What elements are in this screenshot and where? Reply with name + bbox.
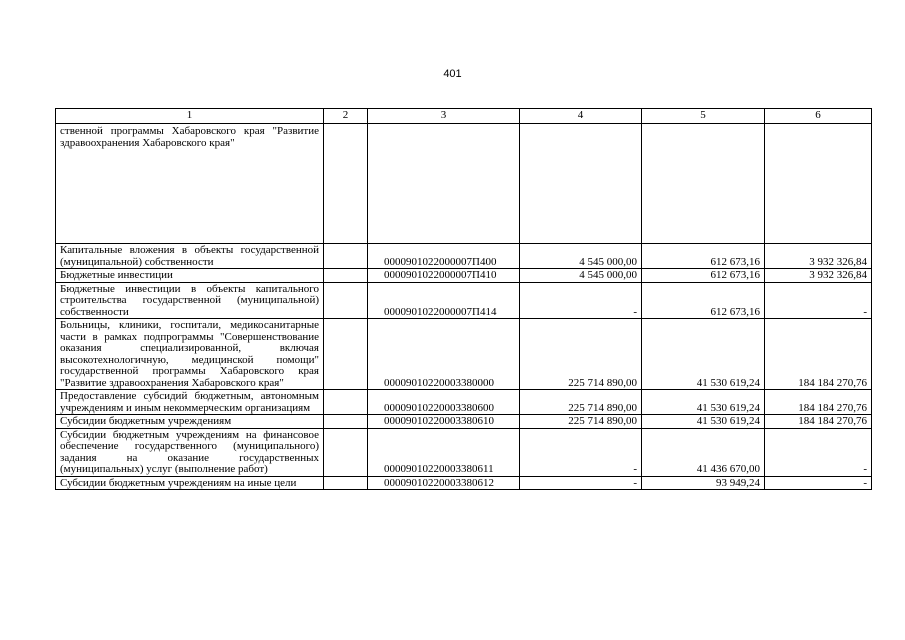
row-unexecuted: 184 184 270,76 <box>765 415 872 429</box>
header-cell-1: 1 <box>56 109 324 124</box>
row-executed: 612 673,16 <box>642 269 765 283</box>
row-unexecuted: - <box>765 428 872 476</box>
row-col2 <box>324 319 368 390</box>
row-approved: - <box>520 282 642 319</box>
row-code: 0000901022000007П410 <box>368 269 520 283</box>
budget-table <box>55 108 872 490</box>
row-executed: 612 673,16 <box>642 282 765 319</box>
row-executed: 41 530 619,24 <box>642 415 765 429</box>
row-approved: 225 714 890,00 <box>520 390 642 415</box>
row-code: 00009010220003380611 <box>368 428 520 476</box>
row-executed <box>642 124 765 244</box>
row-unexecuted: - <box>765 282 872 319</box>
row-approved: - <box>520 476 642 490</box>
row-unexecuted: 3 932 326,84 <box>765 244 872 269</box>
row-col2 <box>324 244 368 269</box>
table-row <box>56 269 872 283</box>
table-row <box>56 124 872 244</box>
table-row <box>56 319 872 390</box>
header-cell-4: 4 <box>520 109 642 124</box>
row-code: 00009010220003380000 <box>368 319 520 390</box>
table-row <box>56 476 872 490</box>
row-approved: 4 545 000,00 <box>520 244 642 269</box>
table-row <box>56 428 872 476</box>
row-name: Субсидии бюджетным учреждениям на финансовое обеспечение государственного (муниципального) задания на оказание государственных (муниципальных) услуг (выполнение работ) <box>56 428 324 476</box>
row-name: Бюджетные инвестиции в объекты капитального строительства государственной (муниципальной) собственности <box>56 282 324 319</box>
row-code: 00009010220003380612 <box>368 476 520 490</box>
row-col2 <box>324 124 368 244</box>
row-col2 <box>324 282 368 319</box>
row-executed: 41 530 619,24 <box>642 319 765 390</box>
row-code: 00009010220003380600 <box>368 390 520 415</box>
row-name: Предоставление субсидий бюджетным, автономным учреждениям и иным некоммерческим организациям <box>56 390 324 415</box>
row-approved <box>520 124 642 244</box>
row-unexecuted: 184 184 270,76 <box>765 390 872 415</box>
row-approved: 225 714 890,00 <box>520 319 642 390</box>
table-row <box>56 390 872 415</box>
row-col2 <box>324 390 368 415</box>
row-name: Субсидии бюджетным учреждениям на иные цели <box>56 476 324 490</box>
row-executed: 93 949,24 <box>642 476 765 490</box>
row-code: 0000901022000007П400 <box>368 244 520 269</box>
row-name: Больницы, клиники, госпитали, медикосанитарные части в рамках подпрограммы "Совершенствование оказания специализированной, включая высокотехнологичную, медицинской помощи" государственной программы Хабаровского края "Развитие здравоохранения Хабаровского края" <box>56 319 324 390</box>
table-row <box>56 244 872 269</box>
header-row <box>56 109 872 124</box>
table-row <box>56 415 872 429</box>
table-row <box>56 282 872 319</box>
row-col2 <box>324 428 368 476</box>
row-unexecuted <box>765 124 872 244</box>
header-cell-2: 2 <box>324 109 368 124</box>
row-executed: 41 530 619,24 <box>642 390 765 415</box>
row-name: ственной программы Хабаровского края "Развитие здравоохранения Хабаровского края" <box>56 124 324 244</box>
page-number: 401 <box>443 68 462 80</box>
row-approved: 225 714 890,00 <box>520 415 642 429</box>
row-col2 <box>324 415 368 429</box>
row-name: Бюджетные инвестиции <box>56 269 324 283</box>
row-unexecuted: 3 932 326,84 <box>765 269 872 283</box>
row-name: Субсидии бюджетным учреждениям <box>56 415 324 429</box>
row-approved: 4 545 000,00 <box>520 269 642 283</box>
row-approved: - <box>520 428 642 476</box>
row-executed: 41 436 670,00 <box>642 428 765 476</box>
row-col2 <box>324 476 368 490</box>
row-code: 0000901022000007П414 <box>368 282 520 319</box>
row-name: Капитальные вложения в объекты государственной (муниципальной) собственности <box>56 244 324 269</box>
row-code: 00009010220003380610 <box>368 415 520 429</box>
row-unexecuted: - <box>765 476 872 490</box>
header-cell-3: 3 <box>368 109 520 124</box>
row-unexecuted: 184 184 270,76 <box>765 319 872 390</box>
header-cell-5: 5 <box>642 109 765 124</box>
row-code <box>368 124 520 244</box>
row-col2 <box>324 269 368 283</box>
header-cell-6: 6 <box>765 109 872 124</box>
row-executed: 612 673,16 <box>642 244 765 269</box>
